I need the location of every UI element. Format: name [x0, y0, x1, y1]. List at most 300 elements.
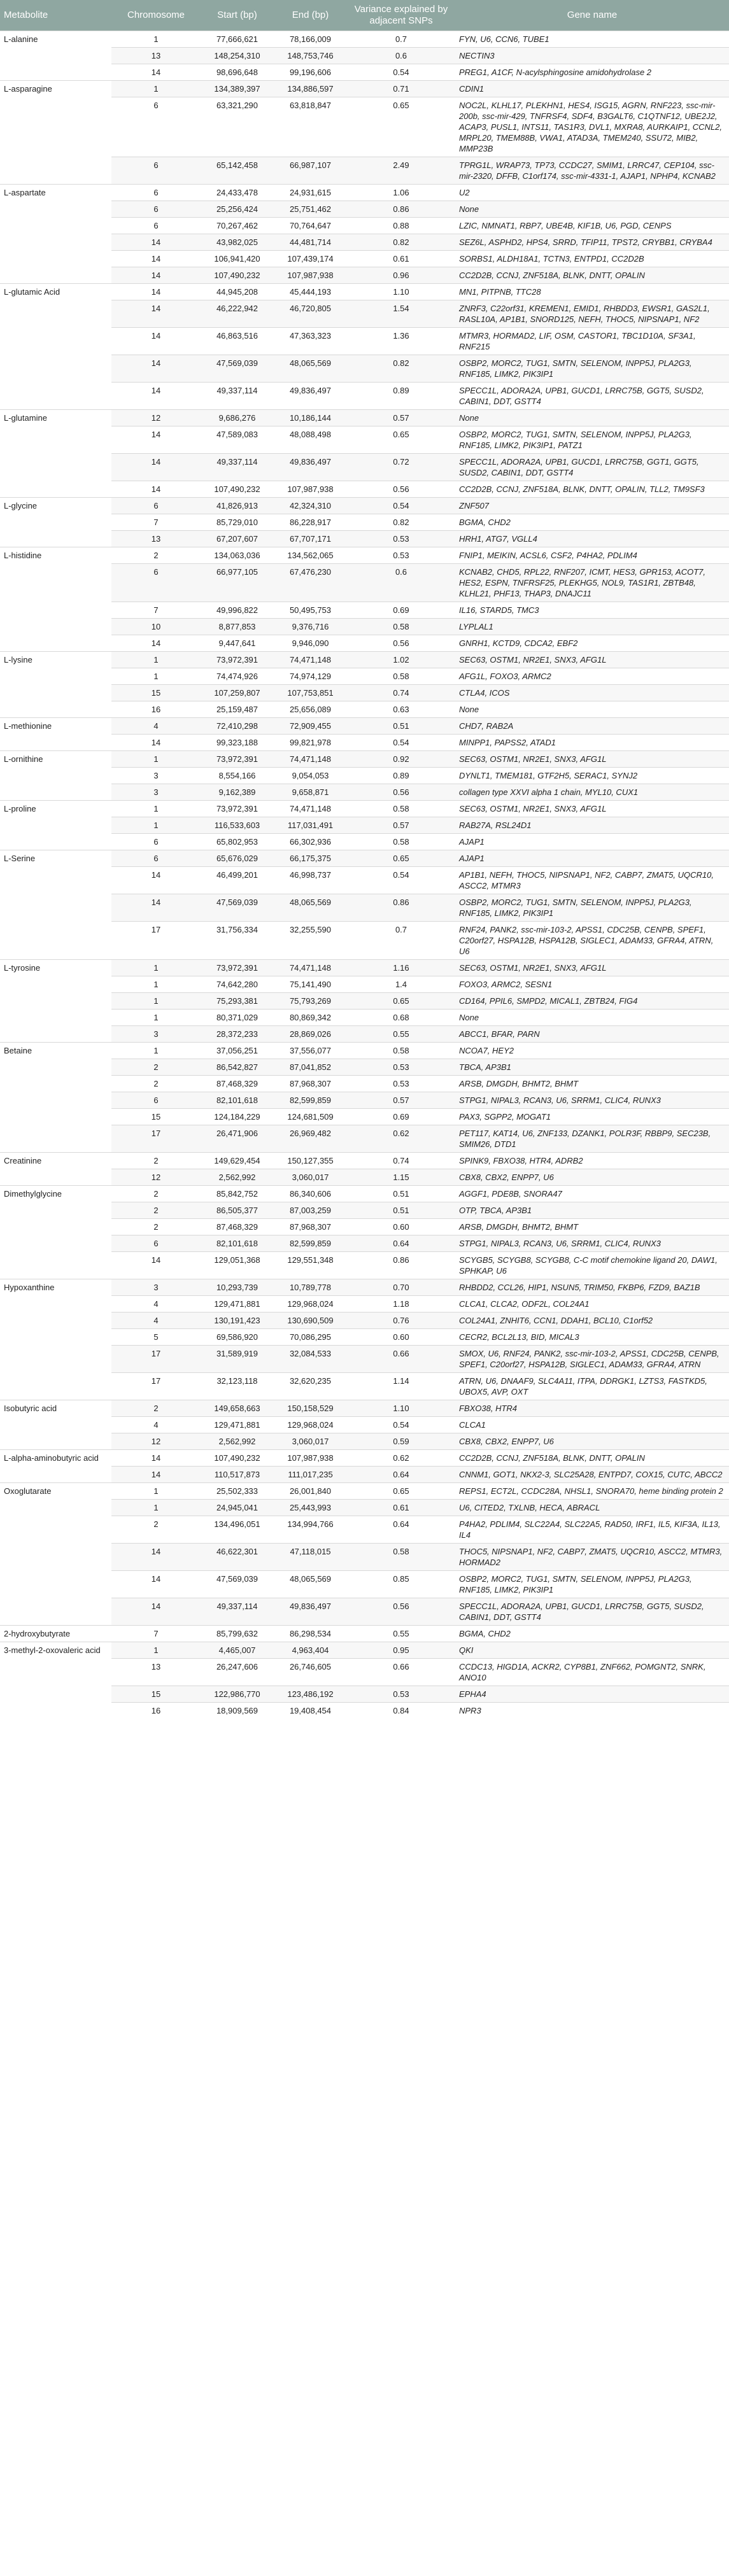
cell-gene-name: BGMA, CHD2	[455, 514, 729, 531]
cell-chromosome: 6	[111, 564, 201, 602]
cell-start: 28,372,233	[201, 1026, 274, 1043]
cell-gene-name: FYN, U6, CCN6, TUBE1	[455, 31, 729, 48]
cell-chromosome: 14	[111, 1252, 201, 1279]
header-metabolite: Metabolite	[0, 0, 111, 31]
cell-end: 9,658,871	[274, 784, 347, 801]
table-header-row	[0, 0, 729, 31]
cell-end: 28,869,026	[274, 1026, 347, 1043]
cell-gene-name: SPECC1L, ADORA2A, UPB1, GUCD1, LRRC75B, GGT5, SUSD2, CABIN1, DDT, GSTT4	[455, 383, 729, 410]
cell-end: 66,302,936	[274, 834, 347, 850]
table-row	[0, 1400, 729, 1417]
cell-end: 86,298,534	[274, 1626, 347, 1642]
cell-chromosome: 6	[111, 1092, 201, 1109]
cell-start: 9,162,389	[201, 784, 274, 801]
cell-gene-name: SPECC1L, ADORA2A, UPB1, GUCD1, LRRC75B, GGT5, SUSD2, CABIN1, DDT, GSTT4	[455, 1598, 729, 1626]
cell-chromosome: 3	[111, 1026, 201, 1043]
cell-chromosome: 1	[111, 976, 201, 993]
cell-gene-name: THOC5, NIPSNAP1, NF2, CABP7, ZMAT5, UQCR10, ASCC2, MTMR3, HORMAD2	[455, 1544, 729, 1571]
cell-end: 49,836,497	[274, 1598, 347, 1626]
cell-gene-name: PET117, KAT14, U6, ZNF133, DZANK1, POLR3F, RBBP9, SEC23B, SMIM26, DTD1	[455, 1125, 729, 1153]
cell-start: 46,622,301	[201, 1544, 274, 1571]
cell-end: 86,340,606	[274, 1186, 347, 1202]
cell-gene-name: SPINK9, FBXO38, HTR4, ADRB2	[455, 1153, 729, 1169]
cell-gene-name: SEC63, OSTM1, NR2E1, SNX3, AFG1L	[455, 751, 729, 768]
cell-variance: 0.6	[347, 48, 455, 64]
cell-variance: 1.10	[347, 1400, 455, 1417]
cell-chromosome: 14	[111, 454, 201, 481]
cell-metabolite: Betaine	[0, 1043, 111, 1153]
cell-chromosome: 7	[111, 1626, 201, 1642]
cell-gene-name: MN1, PITPNB, TTC28	[455, 284, 729, 300]
table-body	[0, 31, 729, 1719]
cell-variance: 1.18	[347, 1296, 455, 1313]
cell-chromosome: 1	[111, 993, 201, 1010]
cell-chromosome: 17	[111, 1346, 201, 1373]
cell-start: 65,802,953	[201, 834, 274, 850]
cell-variance: 1.4	[347, 976, 455, 993]
cell-start: 24,945,041	[201, 1500, 274, 1516]
cell-gene-name: AJAP1	[455, 850, 729, 867]
cell-end: 123,486,192	[274, 1686, 347, 1703]
table-row	[0, 1279, 729, 1296]
cell-start: 134,496,051	[201, 1516, 274, 1544]
cell-variance: 0.54	[347, 64, 455, 81]
cell-variance: 1.02	[347, 652, 455, 668]
cell-end: 4,963,404	[274, 1642, 347, 1659]
cell-metabolite: L-alanine	[0, 31, 111, 81]
cell-start: 49,996,822	[201, 602, 274, 619]
cell-chromosome: 14	[111, 1571, 201, 1598]
cell-end: 74,974,129	[274, 668, 347, 685]
cell-variance: 0.89	[347, 768, 455, 784]
cell-chromosome: 13	[111, 531, 201, 547]
cell-start: 10,293,739	[201, 1279, 274, 1296]
cell-gene-name: SCYGB5, SCYGB8, SCYGB8, C-C motif chemokine ligand 20, DAW1, SPHKAP, U6	[455, 1252, 729, 1279]
cell-start: 73,972,391	[201, 652, 274, 668]
cell-start: 31,756,334	[201, 922, 274, 960]
cell-gene-name: NCOA7, HEY2	[455, 1043, 729, 1059]
cell-chromosome: 14	[111, 267, 201, 284]
cell-chromosome: 2	[111, 1186, 201, 1202]
cell-metabolite: 3-methyl-2-oxovaleric acid	[0, 1642, 111, 1719]
cell-start: 24,433,478	[201, 185, 274, 201]
cell-gene-name: SEC63, OSTM1, NR2E1, SNX3, AFG1L	[455, 801, 729, 817]
cell-variance: 0.54	[347, 498, 455, 514]
cell-chromosome: 14	[111, 635, 201, 652]
cell-variance: 0.69	[347, 1109, 455, 1125]
cell-gene-name: SPECC1L, ADORA2A, UPB1, GUCD1, LRRC75B, GGT1, GGT5, SUSD2, CABIN1, DDT, GSTT4	[455, 454, 729, 481]
cell-variance: 0.7	[347, 922, 455, 960]
cell-chromosome: 2	[111, 1516, 201, 1544]
cell-gene-name: U2	[455, 185, 729, 201]
cell-end: 48,065,569	[274, 355, 347, 383]
cell-end: 47,363,323	[274, 328, 347, 355]
cell-gene-name: REPS1, ECT2L, CCDC28A, NHSL1, SNORA70, heme binding protein 2	[455, 1483, 729, 1500]
cell-chromosome: 12	[111, 1433, 201, 1450]
cell-gene-name: CBX8, CBX2, ENPP7, U6	[455, 1433, 729, 1450]
cell-end: 72,909,455	[274, 718, 347, 735]
cell-end: 25,656,089	[274, 701, 347, 718]
cell-gene-name: CC2D2B, CCNJ, ZNF518A, BLNK, DNTT, OPALIN	[455, 1450, 729, 1467]
cell-end: 150,127,355	[274, 1153, 347, 1169]
cell-gene-name: OSBP2, MORC2, TUG1, SMTN, SELENOM, INPP5J, PLA2G3, RNF185, LIMK2, PIK3IP1	[455, 894, 729, 922]
cell-metabolite: L-lysine	[0, 652, 111, 718]
cell-end: 75,793,269	[274, 993, 347, 1010]
cell-chromosome: 14	[111, 1544, 201, 1571]
cell-start: 2,562,992	[201, 1169, 274, 1186]
cell-start: 41,826,913	[201, 498, 274, 514]
cell-chromosome: 6	[111, 185, 201, 201]
cell-variance: 0.55	[347, 1026, 455, 1043]
cell-end: 32,255,590	[274, 922, 347, 960]
cell-end: 86,228,917	[274, 514, 347, 531]
cell-chromosome: 1	[111, 652, 201, 668]
cell-gene-name: GNRH1, KCTD9, CDCA2, EBF2	[455, 635, 729, 652]
cell-chromosome: 6	[111, 157, 201, 185]
cell-start: 82,101,618	[201, 1092, 274, 1109]
cell-start: 134,389,397	[201, 81, 274, 97]
cell-chromosome: 6	[111, 850, 201, 867]
cell-variance: 0.56	[347, 635, 455, 652]
cell-variance: 0.66	[347, 1659, 455, 1686]
cell-start: 18,909,569	[201, 1703, 274, 1719]
cell-metabolite: Dimethylglycine	[0, 1186, 111, 1279]
cell-start: 85,729,010	[201, 514, 274, 531]
cell-gene-name: OTP, TBCA, AP3B1	[455, 1202, 729, 1219]
cell-start: 70,267,462	[201, 218, 274, 234]
cell-start: 69,586,920	[201, 1329, 274, 1346]
cell-start: 82,101,618	[201, 1235, 274, 1252]
table-row	[0, 185, 729, 201]
cell-start: 87,468,329	[201, 1076, 274, 1092]
cell-chromosome: 12	[111, 410, 201, 426]
cell-metabolite: L-glutamic Acid	[0, 284, 111, 410]
cell-start: 77,666,621	[201, 31, 274, 48]
table-row	[0, 718, 729, 735]
cell-chromosome: 13	[111, 1659, 201, 1686]
cell-variance: 0.88	[347, 218, 455, 234]
cell-gene-name: CECR2, BCL2L13, BID, MICAL3	[455, 1329, 729, 1346]
cell-variance: 0.68	[347, 1010, 455, 1026]
table-row	[0, 1626, 729, 1642]
cell-chromosome: 14	[111, 1450, 201, 1467]
cell-end: 87,041,852	[274, 1059, 347, 1076]
cell-start: 43,982,025	[201, 234, 274, 251]
cell-gene-name: EPHA4	[455, 1686, 729, 1703]
cell-chromosome: 3	[111, 1279, 201, 1296]
cell-chromosome: 1	[111, 1010, 201, 1026]
cell-variance: 0.6	[347, 564, 455, 602]
header-end: End (bp)	[274, 0, 347, 31]
cell-end: 74,471,148	[274, 801, 347, 817]
cell-gene-name: LZIC, NMNAT1, RBP7, UBE4B, KIF1B, U6, PGD, CENPS	[455, 218, 729, 234]
cell-gene-name: RHBDD2, CCL26, HIP1, NSUN5, TRIM50, FKBP6, FZD9, BAZ1B	[455, 1279, 729, 1296]
cell-start: 149,629,454	[201, 1153, 274, 1169]
cell-gene-name: FNIP1, MEIKIN, ACSL6, CSF2, P4HA2, PDLIM4	[455, 547, 729, 564]
cell-start: 67,207,607	[201, 531, 274, 547]
cell-variance: 0.59	[347, 1433, 455, 1450]
cell-chromosome: 14	[111, 355, 201, 383]
cell-end: 82,599,859	[274, 1235, 347, 1252]
cell-end: 10,789,778	[274, 1279, 347, 1296]
cell-variance: 0.58	[347, 1544, 455, 1571]
cell-start: 129,051,368	[201, 1252, 274, 1279]
cell-gene-name: KCNAB2, CHD5, RPL22, RNF207, ICMT, HES3, GPR153, ACOT7, HES2, ESPN, TNFRSF25, PLEKHG5, NOL9, TAS1R1, ZBTB48, KLHL21, PHF13, THAP3, DNAJC11	[455, 564, 729, 602]
cell-metabolite: Oxoglutarate	[0, 1483, 111, 1626]
cell-end: 70,764,647	[274, 218, 347, 234]
table-row	[0, 284, 729, 300]
cell-start: 44,945,208	[201, 284, 274, 300]
header-start: Start (bp)	[201, 0, 274, 31]
cell-end: 47,118,015	[274, 1544, 347, 1571]
cell-gene-name: MTMR3, HORMAD2, LIF, OSM, CASTOR1, TBC1D10A, SF3A1, RNF215	[455, 328, 729, 355]
cell-gene-name: BGMA, CHD2	[455, 1626, 729, 1642]
cell-variance: 0.72	[347, 454, 455, 481]
table-row	[0, 960, 729, 976]
cell-variance: 0.61	[347, 251, 455, 267]
cell-gene-name: SEC63, OSTM1, NR2E1, SNX3, AFG1L	[455, 652, 729, 668]
cell-gene-name: AP1B1, NEFH, THOC5, NIPSNAP1, NF2, CABP7, ZMAT5, UQCR10, ASCC2, MTMR3	[455, 867, 729, 894]
cell-variance: 0.58	[347, 834, 455, 850]
cell-end: 32,620,235	[274, 1373, 347, 1400]
cell-chromosome: 14	[111, 1598, 201, 1626]
cell-start: 110,517,873	[201, 1467, 274, 1483]
cell-chromosome: 14	[111, 300, 201, 328]
cell-end: 66,987,107	[274, 157, 347, 185]
cell-end: 46,720,805	[274, 300, 347, 328]
cell-end: 9,054,053	[274, 768, 347, 784]
cell-start: 85,799,632	[201, 1626, 274, 1642]
cell-chromosome: 1	[111, 668, 201, 685]
cell-gene-name: COL24A1, ZNHIT6, CCN1, DDAH1, BCL10, C1orf52	[455, 1313, 729, 1329]
cell-chromosome: 1	[111, 31, 201, 48]
cell-chromosome: 1	[111, 801, 201, 817]
cell-gene-name: QKI	[455, 1642, 729, 1659]
cell-start: 46,222,942	[201, 300, 274, 328]
cell-gene-name: CLCA1	[455, 1417, 729, 1433]
cell-chromosome: 2	[111, 1076, 201, 1092]
cell-start: 73,972,391	[201, 801, 274, 817]
cell-gene-name: DYNLT1, TMEM181, GTF2H5, SERAC1, SYNJ2	[455, 768, 729, 784]
cell-chromosome: 16	[111, 1703, 201, 1719]
cell-end: 25,751,462	[274, 201, 347, 218]
cell-variance: 1.16	[347, 960, 455, 976]
cell-start: 63,321,290	[201, 97, 274, 157]
cell-variance: 0.85	[347, 1571, 455, 1598]
cell-end: 87,968,307	[274, 1219, 347, 1235]
header-variance: Variance explained by adjacent SNPs	[347, 0, 455, 31]
cell-end: 111,017,235	[274, 1467, 347, 1483]
cell-start: 46,499,201	[201, 867, 274, 894]
cell-gene-name: CHD7, RAB2A	[455, 718, 729, 735]
cell-variance: 0.71	[347, 81, 455, 97]
table-row	[0, 1483, 729, 1500]
cell-start: 149,658,663	[201, 1400, 274, 1417]
cell-variance: 0.84	[347, 1703, 455, 1719]
cell-chromosome: 4	[111, 1296, 201, 1313]
cell-gene-name: IL16, STARD5, TMC3	[455, 602, 729, 619]
cell-end: 26,969,482	[274, 1125, 347, 1153]
cell-variance: 0.96	[347, 267, 455, 284]
cell-start: 66,977,105	[201, 564, 274, 602]
cell-start: 25,502,333	[201, 1483, 274, 1500]
cell-end: 78,166,009	[274, 31, 347, 48]
cell-start: 122,986,770	[201, 1686, 274, 1703]
cell-end: 74,471,148	[274, 960, 347, 976]
cell-chromosome: 5	[111, 1329, 201, 1346]
cell-chromosome: 1	[111, 81, 201, 97]
cell-end: 66,175,375	[274, 850, 347, 867]
cell-end: 134,886,597	[274, 81, 347, 97]
cell-start: 99,323,188	[201, 735, 274, 751]
cell-end: 107,987,938	[274, 481, 347, 498]
cell-start: 74,474,926	[201, 668, 274, 685]
cell-start: 49,337,114	[201, 454, 274, 481]
cell-variance: 0.54	[347, 735, 455, 751]
cell-end: 26,746,605	[274, 1659, 347, 1686]
cell-variance: 0.51	[347, 718, 455, 735]
cell-variance: 0.58	[347, 801, 455, 817]
cell-start: 129,471,881	[201, 1296, 274, 1313]
cell-metabolite: Isobutyric acid	[0, 1400, 111, 1450]
cell-metabolite: Creatinine	[0, 1153, 111, 1186]
cell-variance: 0.54	[347, 1417, 455, 1433]
cell-gene-name: STPG1, NIPAL3, RCAN3, U6, SRRM1, CLIC4, RUNX3	[455, 1235, 729, 1252]
cell-variance: 0.57	[347, 1092, 455, 1109]
cell-end: 42,324,310	[274, 498, 347, 514]
table-row	[0, 1642, 729, 1659]
table-row	[0, 652, 729, 668]
cell-metabolite: 2-hydroxybutyrate	[0, 1626, 111, 1642]
table-row	[0, 410, 729, 426]
cell-start: 74,642,280	[201, 976, 274, 993]
cell-variance: 0.70	[347, 1279, 455, 1296]
cell-end: 74,471,148	[274, 652, 347, 668]
cell-end: 32,084,533	[274, 1346, 347, 1373]
cell-end: 45,444,193	[274, 284, 347, 300]
cell-end: 134,994,766	[274, 1516, 347, 1544]
cell-gene-name: CBX8, CBX2, ENPP7, U6	[455, 1169, 729, 1186]
cell-end: 129,968,024	[274, 1296, 347, 1313]
cell-start: 4,465,007	[201, 1642, 274, 1659]
cell-chromosome: 7	[111, 514, 201, 531]
cell-start: 85,842,752	[201, 1186, 274, 1202]
cell-start: 32,123,118	[201, 1373, 274, 1400]
cell-chromosome: 15	[111, 1109, 201, 1125]
cell-metabolite: L-glutamine	[0, 410, 111, 498]
cell-variance: 1.54	[347, 300, 455, 328]
cell-chromosome: 14	[111, 234, 201, 251]
cell-metabolite: L-methionine	[0, 718, 111, 751]
cell-gene-name: ZNF507	[455, 498, 729, 514]
cell-variance: 0.7	[347, 31, 455, 48]
cell-gene-name: NECTIN3	[455, 48, 729, 64]
cell-chromosome: 1	[111, 960, 201, 976]
cell-chromosome: 2	[111, 1202, 201, 1219]
cell-gene-name: None	[455, 701, 729, 718]
cell-gene-name: None	[455, 410, 729, 426]
cell-metabolite: L-asparagine	[0, 81, 111, 185]
cell-chromosome: 2	[111, 1059, 201, 1076]
cell-chromosome: 17	[111, 922, 201, 960]
cell-start: 72,410,298	[201, 718, 274, 735]
cell-variance: 0.82	[347, 514, 455, 531]
cell-variance: 0.53	[347, 531, 455, 547]
cell-end: 9,946,090	[274, 635, 347, 652]
cell-variance: 0.86	[347, 201, 455, 218]
cell-chromosome: 14	[111, 383, 201, 410]
cell-variance: 0.58	[347, 1043, 455, 1059]
cell-chromosome: 4	[111, 1313, 201, 1329]
cell-start: 129,471,881	[201, 1417, 274, 1433]
cell-gene-name: TPRG1L, WRAP73, TP73, CCDC27, SMIM1, LRRC47, CEP104, ssc-mir-2320, DFFB, C1orf174, ssc-mir-4331-1, AJAP1, NPHP4, KCNAB2	[455, 157, 729, 185]
cell-variance: 1.06	[347, 185, 455, 201]
cell-start: 46,863,516	[201, 328, 274, 355]
cell-start: 86,542,827	[201, 1059, 274, 1076]
cell-end: 134,562,065	[274, 547, 347, 564]
cell-chromosome: 6	[111, 498, 201, 514]
cell-variance: 0.66	[347, 1346, 455, 1373]
cell-variance: 0.64	[347, 1467, 455, 1483]
cell-variance: 0.51	[347, 1202, 455, 1219]
cell-gene-name: ATRN, U6, DNAAF9, SLC4A11, ITPA, DDRGK1, LZTS3, FASTKD5, UBOX5, AVP, OXT	[455, 1373, 729, 1400]
cell-chromosome: 14	[111, 426, 201, 454]
cell-end: 129,968,024	[274, 1417, 347, 1433]
cell-variance: 0.62	[347, 1125, 455, 1153]
cell-end: 48,088,498	[274, 426, 347, 454]
cell-end: 124,681,509	[274, 1109, 347, 1125]
cell-variance: 0.92	[347, 751, 455, 768]
cell-metabolite: L-glycine	[0, 498, 111, 547]
cell-chromosome: 12	[111, 1169, 201, 1186]
cell-metabolite: L-histidine	[0, 547, 111, 652]
cell-gene-name: ZNRF3, C22orf31, KREMEN1, EMID1, RHBDD3, EWSR1, GAS2L1, RASL10A, AP1B1, SNORD125, NEFH, THOC5, NIPSNAP1, NF2	[455, 300, 729, 328]
cell-end: 87,968,307	[274, 1076, 347, 1092]
cell-chromosome: 1	[111, 1043, 201, 1059]
cell-chromosome: 6	[111, 201, 201, 218]
cell-chromosome: 1	[111, 1500, 201, 1516]
cell-variance: 0.62	[347, 1450, 455, 1467]
cell-end: 117,031,491	[274, 817, 347, 834]
cell-variance: 1.10	[347, 284, 455, 300]
cell-gene-name: AFG1L, FOXO3, ARMC2	[455, 668, 729, 685]
cell-end: 9,376,716	[274, 619, 347, 635]
cell-gene-name: None	[455, 1010, 729, 1026]
cell-gene-name: CLCA1, CLCA2, ODF2L, COL24A1	[455, 1296, 729, 1313]
cell-metabolite: L-alpha-aminobutyric acid	[0, 1450, 111, 1483]
cell-chromosome: 6	[111, 97, 201, 157]
cell-chromosome: 2	[111, 1153, 201, 1169]
cell-end: 130,690,509	[274, 1313, 347, 1329]
cell-variance: 0.53	[347, 1686, 455, 1703]
cell-chromosome: 14	[111, 328, 201, 355]
cell-variance: 0.86	[347, 894, 455, 922]
cell-start: 130,191,423	[201, 1313, 274, 1329]
cell-start: 106,941,420	[201, 251, 274, 267]
cell-chromosome: 14	[111, 867, 201, 894]
cell-start: 26,471,906	[201, 1125, 274, 1153]
cell-end: 48,065,569	[274, 1571, 347, 1598]
cell-start: 47,569,039	[201, 894, 274, 922]
table-row	[0, 801, 729, 817]
cell-end: 3,060,017	[274, 1169, 347, 1186]
cell-variance: 0.65	[347, 426, 455, 454]
cell-variance: 0.82	[347, 234, 455, 251]
cell-chromosome: 14	[111, 735, 201, 751]
cell-chromosome: 7	[111, 602, 201, 619]
cell-gene-name: SEC63, OSTM1, NR2E1, SNX3, AFG1L	[455, 960, 729, 976]
cell-chromosome: 14	[111, 284, 201, 300]
